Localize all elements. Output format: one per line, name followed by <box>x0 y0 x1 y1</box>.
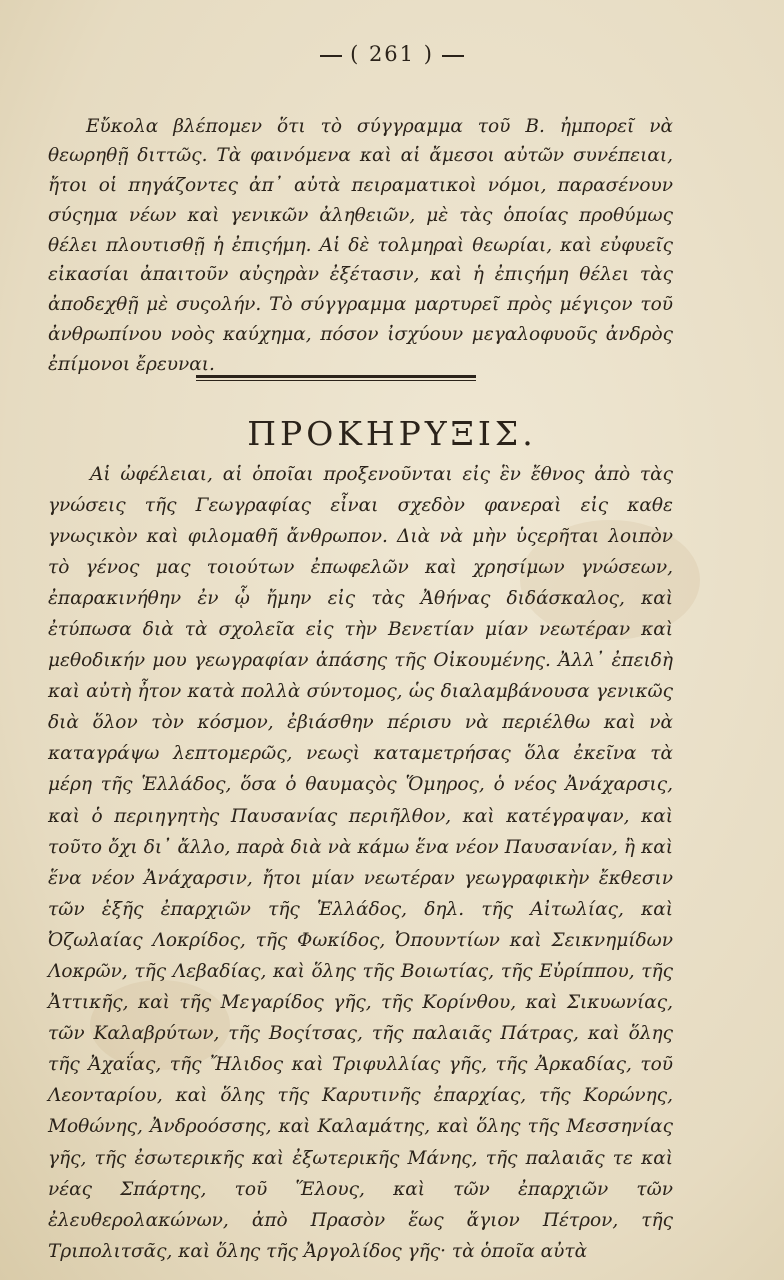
header-dash-right <box>442 55 464 57</box>
page-number: ( 261 ) <box>350 42 434 66</box>
section-divider <box>196 375 476 378</box>
section-heading: ΠΡΟΚΗΡΥΞΙΣ. <box>247 414 537 454</box>
header-dash-left <box>320 55 342 57</box>
page-header <box>0 42 784 66</box>
paragraph-announcement: Αἱ ὠφέλειαι, αἱ ὁποῖαι προξενοῦνται εἰς ἓν ἔθνος ἀπὸ τὰς γνώσεις τῆς Γεωγραφίας εἶναι σχεδὸν φανεραὶ εἰς καθε γνωςικὸν καὶ φιλομαθῆ ἄνθρωπον. Διὰ νὰ μὴν ὑςερῆται λοιπὸν τὸ γένος μας τοιούτων ἐπωφελῶν καὶ χρησίμων γνώσεων, ἐπαρακινήθην ἐν ᾧ ἤμην εἰς τὰς Ἀθήνας διδάσκαλος, καὶ ἐτύπωσα διὰ τὰ σχολεῖα εἰς τὴν Βενετίαν μίαν νεωτέραν καὶ μεθοδικήν μου γεωγραφίαν ἁπάσης τῆς Οἰκουμένης. Ἀλλ᾽ ἐπειδὴ καὶ αὐτὴ ἦτον κατὰ πολλὰ σύντομος, ὡς διαλαμβάνουσα γενικῶς διὰ ὅλον τὸν κόσμον, ἐβιάσθην πέρισυ νὰ περιέλθω καὶ νὰ καταγράψω λεπτομερῶς, νεωςὶ καταμετρήσας ὅλα ἐκεῖνα τὰ μέρη τῆς Ἑλλάδος, ὅσα ὁ θαυμαςὸς Ὅμηρος, ὁ νέος Ἀνάχαρσις, καὶ ὁ περιηγητὴς Παυσανίας περιῆλθον, καὶ κατέγραψαν, καὶ τοῦτο ὄχι δι᾽ ἄλλο, παρὰ διὰ νὰ κάμω ἕνα νέον Παυσανίαν, ἢ καὶ ἕνα νέον Ἀνάχαρσιν, ἤτοι μίαν νεωτέραν γεωγραφικὴν ἔκθεσιν τῶν ἑξῆς ἐπαρχιῶν τῆς Ἑλλάδος, δηλ. τῆς Αἰτωλίας, καὶ Ὀζωλαίας Λοκρίδος, τῆς Φωκίδος, Ὀπουντίων καὶ Σεικνημίδων Λοκρῶν, τῆς Λεβαδίας, καὶ ὅλης τῆς Βοιωτίας, τῆς Εὐρίππου, τῆς Ἀττικῆς, καὶ τῆς Μεγαρίδος γῆς, τῆς Κορίνθου, καὶ Σικυωνίας, τῶν Καλαβρύτων, τῆς Βοςίτσας, τῆς παλαιᾶς Πάτρας, καὶ ὅλης τῆς Ἀχαΐας, τῆς Ἤλιδος καὶ Τριφυλλίας γῆς, τῆς Ἀρκαδίας, τοῦ Λεονταρίου, καὶ ὅλης τῆς Καρυτινῆς ἐπαρχίας, τῆς Κορώνης, Μοθώνης, Ἀνδροόσσης, καὶ Καλαμάτης, καὶ ὅλης τῆς Μεσσηνίας γῆς, τῆς ἐσωτερικῆς καὶ ἐξωτερικῆς Μάνης, τῆς παλαιᾶς τε καὶ νέας Σπάρτης, τοῦ Ἕλους, καὶ τῶν ἐπαρχιῶν τῶν ἐλευθερολακώνων, ἀπὸ Πρασὸν ἕως ἅγιον Πέτρον, τῆς Τριπολιτσᾶς, καὶ ὅλης τῆς Ἀργολίδος γῆς· τὰ ὁποῖα αὐτὰ <box>48 463 673 1262</box>
paragraph-intro: Εὔκολα βλέπομεν ὅτι τὸ σύγγραμμα τοῦ Β. ἠμπορεῖ νὰ θεωρηθῇ διττῶς. Τὰ φαινόμενα καὶ αἱ ἄμεσοι αὐτῶν συνέπειαι, ἤτοι οἱ πηγάζοντες ἀπ᾽ αὐτὰ πειραματικοὶ νόμοι, παρασένουν σύςημα νέων καὶ γενικῶν ἀληθειῶν, μὲ τὰς ὁποίας προθύμως θέλει πλουτισθῇ ἡ ἐπιςήμη. Αἱ δὲ τολμηραὶ θεωρίαι, καὶ εὐφυεῖς εἰκασίαι ἀπαιτοῦν αὐςηρὰν ἐξέτασιν, καὶ ἡ ἐπιςήμη θέλει τὰς ἀποδεχθῇ μὲ συςολήν. Τὸ σύγγραμμα μαρτυρεῖ πρὸς μέγιςον τοῦ ἀνθρωπίνου νοὸς καύχημα, πόσον ἰσχύουν μεγαλοφυοῦς ἀνδρὸς ἐπίμονοι ἔρευναι. <box>48 115 673 375</box>
